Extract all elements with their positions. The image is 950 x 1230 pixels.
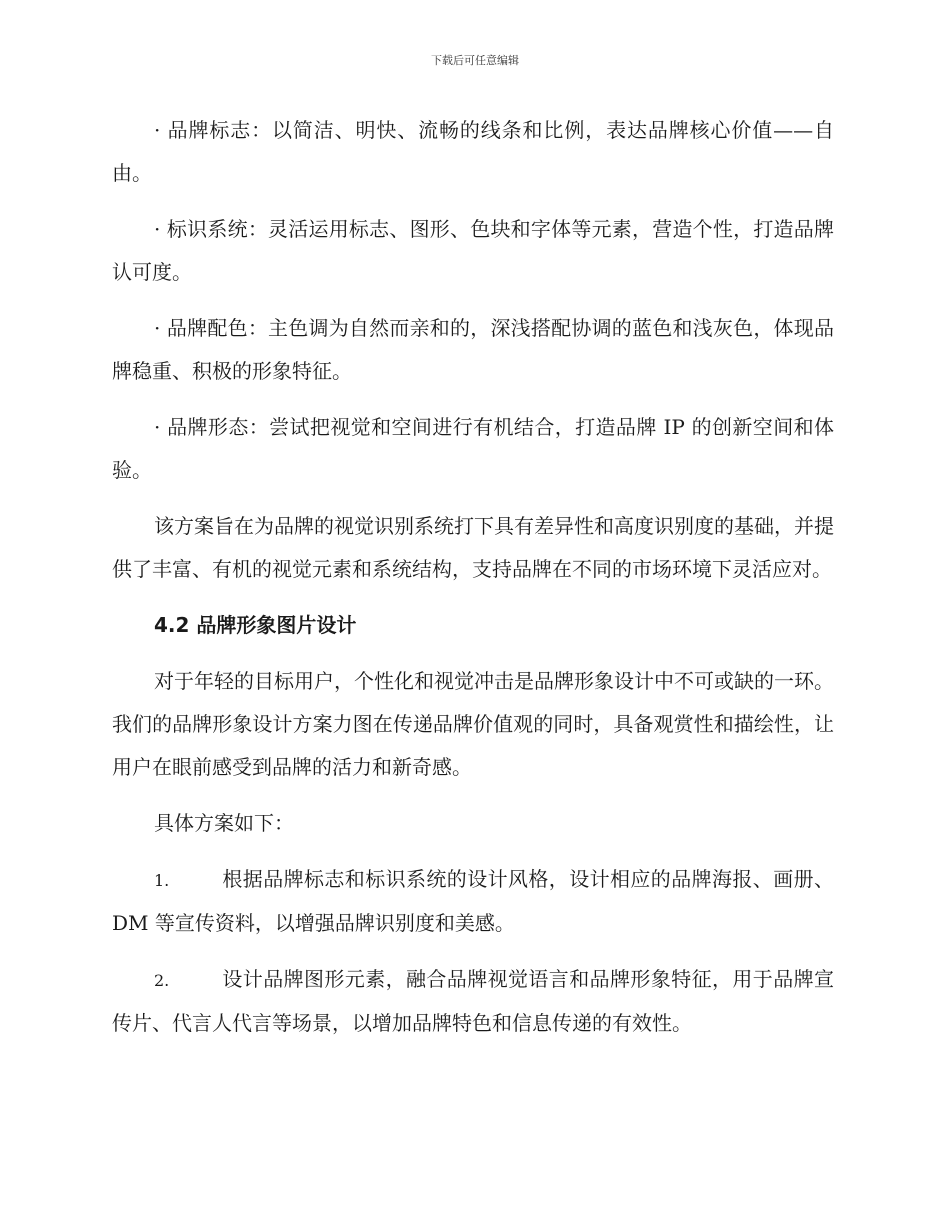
bullet-brand-logo: · 品牌标志：以简洁、明快、流畅的线条和比例，表达品牌核心价值——自由。 [112, 118, 834, 185]
list-item-text: 根据品牌标志和标识系统的设计风格，设计相应的品牌海报、画册、DM 等宣传资料，以增强品牌识别度和美感。 [112, 867, 834, 935]
list-item [112, 858, 834, 945]
section-lead: 具体方案如下： [154, 811, 294, 835]
page-header: 下载后可任意编辑 [431, 54, 519, 67]
section-heading: 4.2 品牌形象图片设计 [154, 613, 357, 637]
bullet-brand-form: · 品牌形态：尝试把视觉和空间进行有机结合，打造品牌 IP 的创新空间和体验。 [112, 415, 834, 482]
bullet-brand-colors: · 品牌配色：主色调为自然而亲和的，深浅搭配协调的蓝色和浅灰色，体现品牌稳重、积极的形象特征。 [112, 316, 834, 383]
list-number: 2. [154, 971, 170, 990]
section-intro: 对于年轻的目标用户，个性化和视觉冲击是品牌形象设计中不可或缺的一环。我们的品牌形象设计方案力图在传递品牌价值观的同时，具备观赏性和描绘性，让用户在眼前感受到品牌的活力和新奇感。 [112, 669, 834, 779]
bullet-identity-system: · 标识系统：灵活运用标志、图形、色块和字体等元素，营造个性，打造品牌认可度。 [112, 217, 834, 284]
list-item-text: 设计品牌图形元素，融合品牌视觉语言和品牌形象特征，用于品牌宣传片、代言人代言等场景，以增加品牌特色和信息传递的有效性。 [112, 967, 834, 1035]
document-body [112, 109, 834, 1058]
list-item [112, 958, 834, 1045]
list-number: 1. [154, 871, 170, 890]
summary-paragraph: 该方案旨在为品牌的视觉识别系统打下具有差异性和高度识别度的基础，并提供了丰富、有机的视觉元素和系统结构，支持品牌在不同的市场环境下灵活应对。 [112, 514, 834, 581]
